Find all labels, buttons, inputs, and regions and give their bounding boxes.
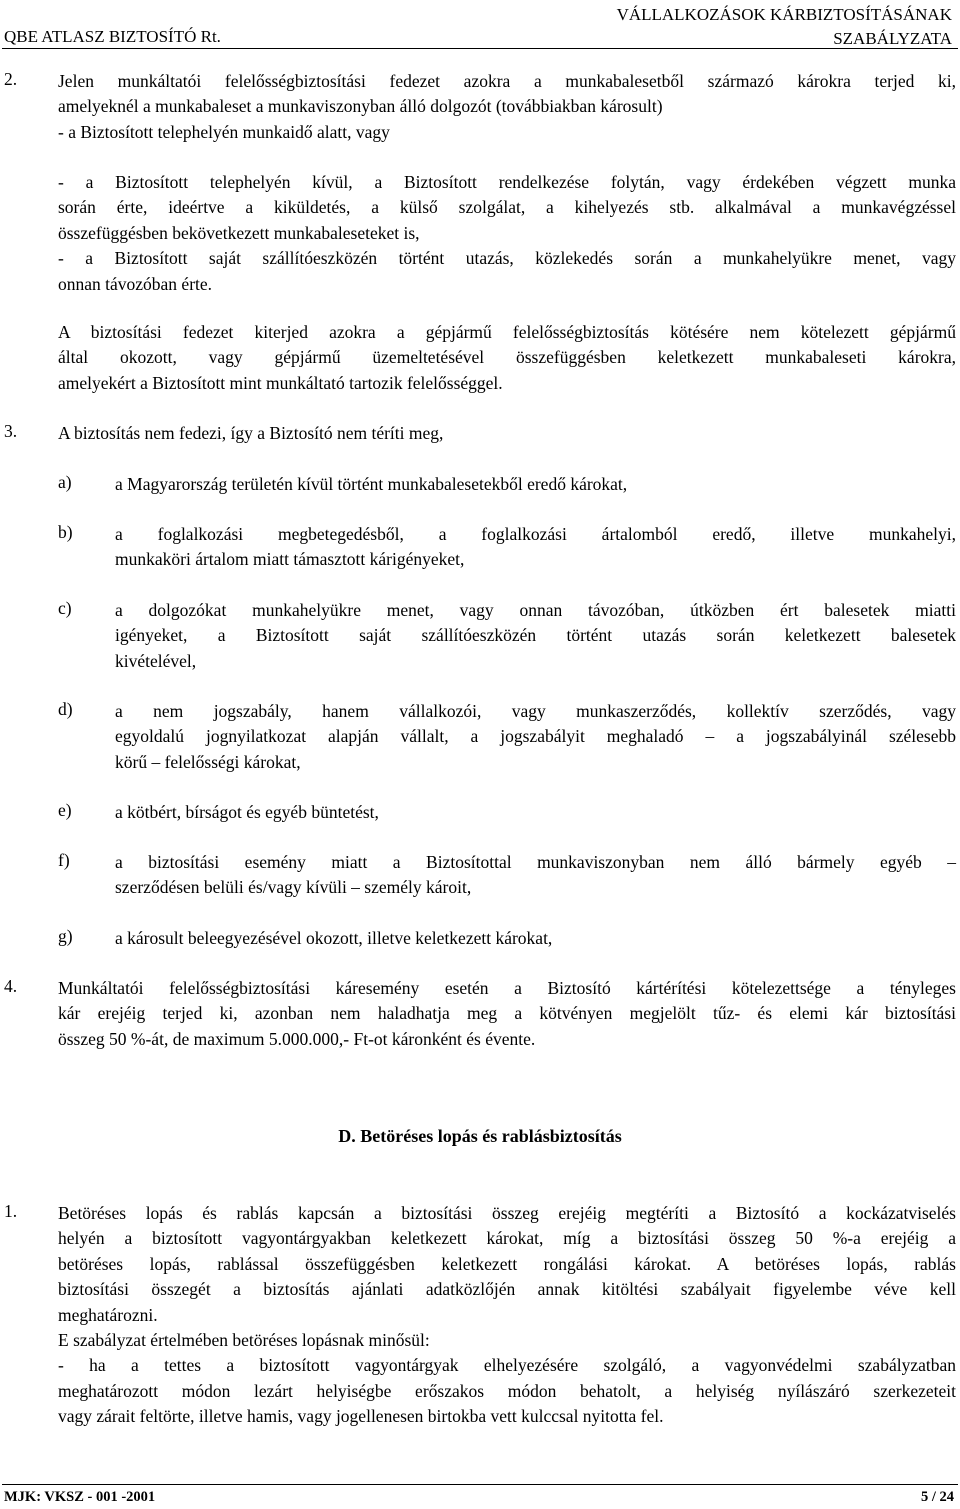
text-line: kár erejéig terjed ki, azonban nem haladhatja meg a kötvényen megjelölt tűz- és elemi kár biztosítási [58, 1003, 956, 1024]
text-line: meghatározott módon lezárt helyiségbe erőszakos módon behatolt, a helyiség nyílászáró szerkezeteit [58, 1380, 956, 1401]
text-line: Munkáltatói felelősségbiztosítási káresemény esetén a Biztosító kártérítési kötelezettsége a tényleges [58, 978, 956, 998]
text-line: - a Biztosított saját szállítóeszközén történt utazás, közlekedés során a munkahelyükre menet, vagy [58, 248, 956, 269]
text-line: a károsult beleegyezésével okozott, illetve keletkezett károkat, [115, 928, 553, 948]
text-line: vagy zárait feltörte, illetve hamis, vagy jogellenesen birtokba vett kulccsal nyitotta fel. [58, 1406, 664, 1427]
list-item-label: f) [58, 850, 70, 870]
text-line: biztosítási összegét a biztosítás ajánlati adatközlőjén annak kitöltési szabályait figyelembe véve kell [58, 1279, 956, 1300]
text-line: Betöréses lopás és rablás kapcsán a biztosítási összeg erejéig megtéríti a Biztosító a kockázatviselés [58, 1203, 956, 1223]
text-line: a nem jogszabály, hanem vállalkozói, vagy munkaszerződés, kollektív szerződés, vagy [115, 701, 956, 721]
section-number-2: 2. [4, 69, 18, 89]
paragraph-2-vehicle-coverage [58, 320, 956, 396]
text-line: a biztosítási esemény miatt a Biztosítottal munkaviszonyban nem álló bármely egyéb – [115, 852, 956, 872]
text-line: onnan távozóban érte. [58, 273, 213, 294]
text-line: - ha a tettes a biztosított vagyontárgyak elhelyezésére szolgáló, a vagyonvédelmi szabályzatban [58, 1355, 956, 1376]
list-item [115, 522, 956, 573]
text-line: kivételével, [115, 650, 197, 671]
text-line: betöréses lopás, rablással összefüggésben keletkezett rongálási károkat. A betöréses lopás, rablás [58, 1253, 956, 1274]
section-number-3: 3. [4, 421, 18, 441]
text-line: a Magyarország területén kívül történt munkabalesetekből eredő károkat, [115, 474, 628, 494]
paragraph-3-intro: A biztosítás nem fedezi, így a Biztosító nem téríti meg, [58, 423, 444, 443]
list-item [115, 800, 956, 825]
document-title [617, 3, 952, 51]
text-line: a dolgozókat munkahelyükre menet, vagy onnan távozóban, útközben ért balesetek miatti [115, 600, 956, 620]
list-item-label: a) [58, 472, 72, 492]
section-d-number-1: 1. [4, 1201, 18, 1221]
section-number-4: 4. [4, 976, 18, 996]
text-line: igényeket, a Biztosított saját szállítóeszközén történt utazás során keletkezett balesetek [115, 625, 956, 646]
list-item [115, 598, 956, 674]
list-item [115, 699, 956, 775]
list-item-label: c) [58, 598, 72, 618]
document-title-line1: VÁLLALKOZÁSOK KÁRBIZTOSÍTÁSÁNAK [616, 5, 952, 24]
text-line: - a Biztosított telephelyén munkaidő alatt, vagy [58, 121, 390, 142]
document-title-line2: SZABÁLYZATA [833, 29, 952, 48]
page-number: 5 / 24 [920, 1489, 954, 1505]
text-line: meghatározni. [58, 1304, 158, 1325]
section-d-heading: D. Betöréses lopás és rablásbiztosítás [338, 1126, 622, 1146]
text-line: által okozott, vagy gépjármű üzemeltetésével összefüggésben keletkezett munkabaleseti károkra, [58, 347, 956, 368]
text-line: - a Biztosított telephelyén kívül, a Biztosított rendelkezése folytán, vagy érdekében végzett munka [58, 172, 956, 192]
text-line: szerződésen belüli és/vagy kívüli – személy károit, [115, 877, 472, 898]
document-code: MJK: VKSZ - 001 -2001 [4, 1489, 156, 1505]
text-line: Jelen munkáltatói felelősségbiztosítási fedezet azokra a munkabalesetből származó károkra terjed ki, [58, 71, 956, 91]
text-line: körű – felelősségi károkat, [115, 751, 301, 772]
text-line: helyén a biztosított vagyontárgyakban keletkezett károkat, míg a biztosítási összeg 50 %-a erejéig a [58, 1228, 956, 1249]
header-divider [2, 48, 958, 49]
paragraph-2 [58, 69, 956, 145]
paragraph-d1 [58, 1201, 956, 1430]
text-line: a kötbért, bírságot és egyéb büntetést, [115, 802, 379, 822]
text-line: összefüggésben bekövetkezett munkabaleseteket is, [58, 222, 420, 243]
text-line: összeg 50 %-át, de maximum 5.000.000,- Ft-ot káronként és évente. [58, 1028, 536, 1049]
list-item-label: d) [58, 699, 73, 719]
text-line: során érte, ideértve a kiküldetés, a külső szolgálat, a kihelyezés stb. alkalmával a munkavégzéssel [58, 197, 956, 218]
footer-divider [2, 1484, 958, 1485]
text-line: amelyekért a Biztosított mint munkáltató tartozik felelősséggel. [58, 372, 503, 393]
list-item [115, 472, 956, 497]
text-line: egyoldalú jognyilatkozat alapján vállalt, a jogszabályit meghaladó – a jogszabályinál szélesebb [115, 726, 956, 747]
text-line: munkaköri ártalom miatt támasztott kárigényeket, [115, 549, 465, 570]
list-item-label: b) [58, 522, 73, 542]
text-line: amelyeknél a munkabaleset a munkaviszonyban álló dolgozót (továbbiakban károsult) [58, 96, 663, 117]
list-item [115, 926, 956, 951]
list-item [115, 850, 956, 901]
company-name: QBE ATLASZ BIZTOSÍTÓ Rt. [4, 27, 221, 46]
text-line: A biztosítási fedezet kiterjed azokra a gépjármű felelősségbiztosítás kötésére nem kötelezett gépjármű [58, 322, 956, 342]
list-item-label: g) [58, 926, 73, 946]
paragraph-4 [58, 976, 956, 1052]
paragraph-2-continued [58, 170, 956, 297]
list-item-label: e) [58, 800, 72, 820]
text-line: a foglalkozási megbetegedésből, a foglalkozási ártalomból eredő, illetve munkahelyi, [115, 524, 956, 544]
text-line: E szabályzat értelmében betöréses lopásnak minősül: [58, 1330, 430, 1351]
